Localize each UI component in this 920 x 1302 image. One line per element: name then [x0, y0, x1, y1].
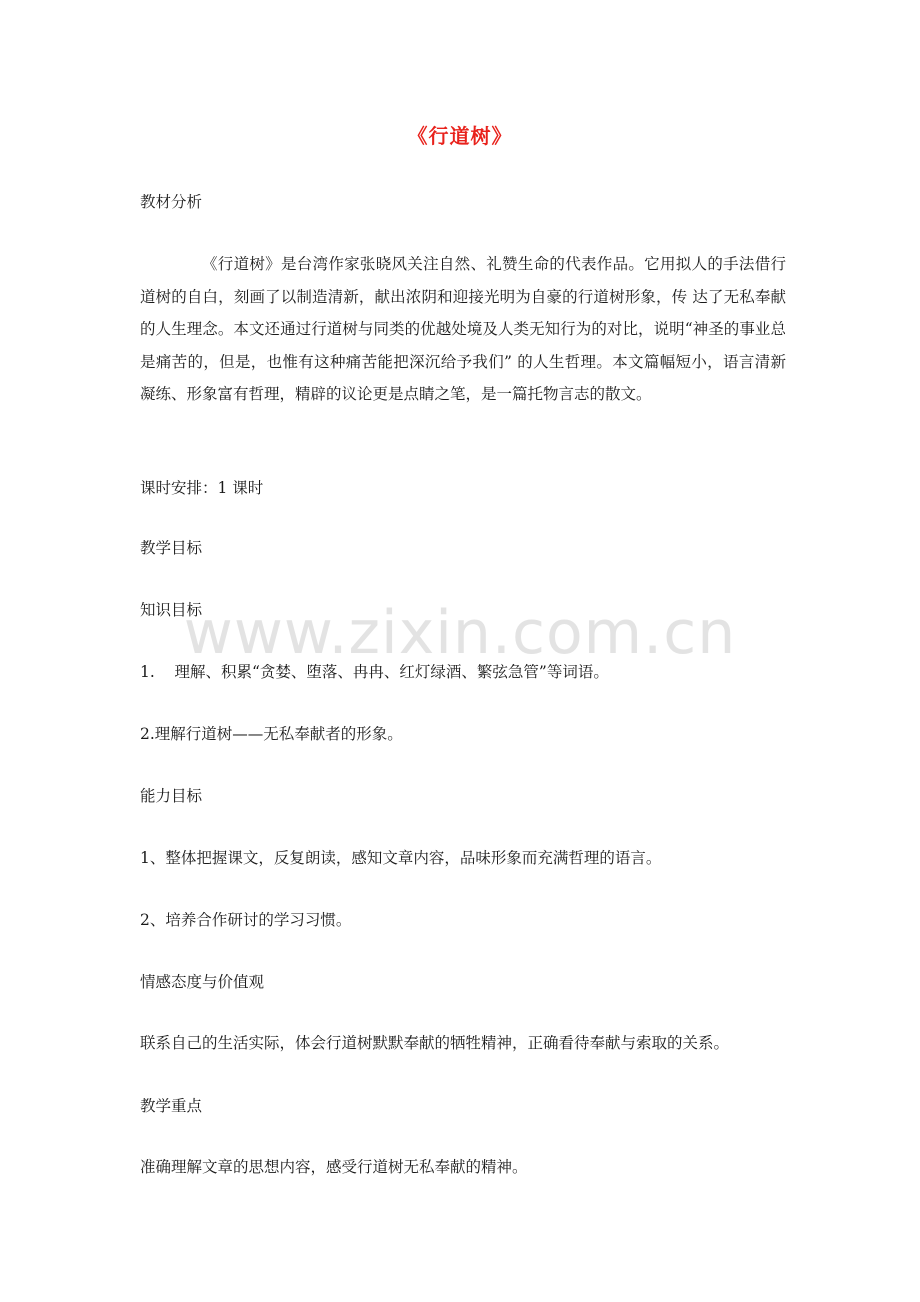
emotion-values-text: 联系自己的生活实际，体会行道树默默奉献的牺牲精神，正确看待奉献与索取的关系。 — [140, 1034, 730, 1052]
heading-emotion-values: 情感态度与价值观 — [140, 973, 265, 991]
class-schedule: 课时安排：1 课时 — [140, 479, 264, 497]
heading-teaching-focus: 教学重点 — [140, 1097, 203, 1115]
heading-knowledge-goals: 知识目标 — [140, 601, 203, 619]
document-title: 《行道树》 — [407, 124, 513, 148]
heading-teaching-goals: 教学目标 — [140, 539, 203, 557]
paragraph-material-analysis: 《行道树》是台湾作家张晓风关注自然、礼赞生命的代表作品。它用拟人的手法借行道树的自白，刻画了以制造清新，献出浓阴和迎接光明为自豪的行道树形象，传 达了无私奉献的人生理念。本文还通过行道树与同类的优越处境及人类无知行为的对比，说明“神圣的事业总是痛苦的，但是，也惟有这种痛苦能把深沉给予我们” 的人生哲理。本文篇幅短小，语言清新凝练、形象富有哲理，精辟的议论更是点睛之笔，是一篇托物言志的散文。 — [140, 255, 786, 403]
ability-goal-1: 1、整体把握课文，反复朗读，感知文章内容，品味形象而充满哲理的语言。 — [140, 849, 662, 867]
ability-goal-2: 2、培养合作研讨的学习习惯。 — [140, 911, 352, 929]
knowledge-goal-1: 1. 理解、积累“贪婪、堕落、冉冉、红灯绿酒、繁弦急管”等词语。 — [140, 663, 609, 681]
heading-material-analysis: 教材分析 — [140, 193, 203, 211]
heading-ability-goals: 能力目标 — [140, 787, 203, 805]
teaching-focus-text: 准确理解文章的思想内容，感受行道树无私奉献的精神。 — [140, 1158, 528, 1176]
watermark: www.zixin.com.cn — [183, 598, 737, 668]
knowledge-goal-2: 2.理解行道树——无私奉献者的形象。 — [140, 725, 403, 743]
